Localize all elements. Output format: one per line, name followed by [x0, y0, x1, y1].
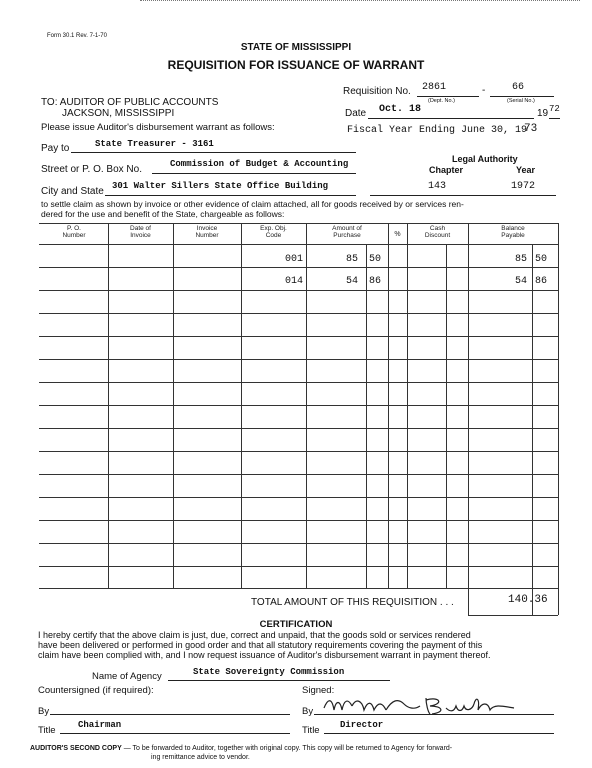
- row-line: [39, 267, 558, 268]
- left-by-label: By: [38, 706, 50, 717]
- header-bottom-border: [39, 244, 558, 245]
- col-header-cash-discount: Cash Discount: [424, 225, 451, 239]
- year-suffix: 72: [549, 104, 560, 114]
- cents-divider: [446, 244, 447, 588]
- dept-no-caption: (Dept. No.): [428, 98, 455, 104]
- amount-dollars-cell: 85: [346, 254, 359, 265]
- form-number: Form 30.1 Rev. 7-1-70: [47, 33, 107, 39]
- pay-to-label: Pay to: [41, 143, 70, 154]
- legal-chapter-label: Chapter: [429, 165, 464, 175]
- row-line: [39, 474, 558, 475]
- certification-line2: have been delivered or performed in good order and that all statutory requirements covering the payment of this: [38, 640, 483, 650]
- left-title-line: [60, 733, 290, 734]
- legal-year-label: Year: [516, 165, 536, 175]
- dash: -: [482, 85, 486, 96]
- footer-line1: [30, 745, 452, 752]
- exp-code-cell: 001: [285, 254, 304, 265]
- instruction-text: Please issue Auditor's disbursement warrant as follows:: [41, 122, 275, 133]
- year-prefix: 19: [537, 108, 549, 119]
- row-line: [39, 382, 558, 383]
- serial-no-line: [490, 96, 554, 97]
- settle-text-2: dered for the use and benefit of the State, chargeable as follows:: [41, 209, 285, 219]
- agency-line: [168, 680, 390, 681]
- cents-divider: [532, 244, 533, 615]
- legal-chapter-value: 143: [428, 181, 447, 192]
- fiscal-year-label: Fiscal Year Ending June 30, 19: [347, 125, 528, 136]
- right-title-line: [324, 733, 554, 734]
- serial-no-caption: (Serial No.): [507, 98, 535, 104]
- balance-cents-cell: 86: [535, 276, 548, 287]
- row-line: [39, 405, 558, 406]
- amount-dollars-cell: 54: [346, 276, 359, 287]
- row-line: [39, 359, 558, 360]
- amount-cents-cell: 50: [369, 254, 382, 265]
- legal-year-value: 1972: [511, 181, 536, 192]
- footer-line2: ing remittance advice to vendor.: [151, 754, 250, 761]
- date-line: [368, 118, 534, 119]
- signature-text: [0, 0, 1, 1]
- col-header-po: P. O. Number: [62, 225, 86, 239]
- certification-title: CERTIFICATION: [259, 619, 333, 630]
- table-right-border: [558, 223, 559, 615]
- col-header-exp-code: Exp. Obj. Code: [260, 225, 287, 239]
- exp-code-cell: 014: [285, 276, 304, 287]
- dept-number: 2861: [422, 82, 447, 93]
- right-by-label: By: [302, 706, 314, 717]
- row-line: [39, 313, 558, 314]
- row-line: [39, 428, 558, 429]
- row-line: [39, 290, 558, 291]
- row-line: [39, 451, 558, 452]
- cents-divider: [366, 244, 367, 588]
- col-header-amount: Amount of Purchase: [332, 225, 362, 239]
- footer-text1: — To be forwarded to Auditor, together with original copy. This copy will be returned to Agency for forward-: [121, 745, 453, 752]
- col-header-invoice: Invoice Number: [195, 225, 219, 239]
- left-by-line: [50, 714, 290, 715]
- city-line: [105, 195, 356, 196]
- year-line: [549, 118, 560, 119]
- row-line: [39, 497, 558, 498]
- col-header-balance: Balance Payable: [501, 225, 525, 239]
- state-title: STATE OF MISSISSIPPI: [240, 42, 352, 53]
- legal-authority-line: [370, 195, 556, 196]
- legal-authority-title: Legal Authority: [452, 154, 518, 164]
- total-box-bottom: [468, 615, 558, 616]
- table-body-bottom: [39, 588, 558, 589]
- total-label: TOTAL AMOUNT OF THIS REQUISITION . . .: [251, 597, 454, 608]
- col-header-date: Date of Invoice: [130, 225, 151, 239]
- table-top-border: [39, 223, 558, 224]
- city-value: 301 Walter Sillers State Office Building: [112, 181, 329, 191]
- street-value: Commission of Budget & Accounting: [170, 159, 349, 169]
- footer-copy-label: AUDITOR'S SECOND COPY: [30, 745, 122, 752]
- balance-dollars-cell: 85: [515, 254, 528, 265]
- date-label: Date: [345, 108, 367, 119]
- to-address-line1: TO: AUDITOR OF PUBLIC ACCOUNTS: [41, 97, 219, 108]
- row-line: [39, 566, 558, 567]
- fiscal-year-value: 73: [524, 123, 538, 135]
- certification-line1: I hereby certify that the above claim is just, due, correct and unpaid, that the goods sold or services rendered: [38, 630, 471, 640]
- row-line: [39, 336, 558, 337]
- signed-label: Signed:: [302, 685, 335, 696]
- pay-to-line: [71, 152, 356, 153]
- right-title-label: Title: [302, 725, 320, 736]
- pay-to-value: State Treasurer - 3161: [95, 139, 214, 149]
- top-edge-dots: [140, 0, 580, 1]
- certification-line3: claim have been complied with, and I now request issuance of Auditor's disbursement warrant in payment thereof.: [38, 650, 491, 660]
- agency-value: State Sovereignty Commission: [193, 667, 345, 677]
- right-title-value: Director: [340, 720, 384, 730]
- countersigned-label: Countersigned (if required):: [38, 685, 154, 696]
- date-value: Oct. 18: [379, 104, 422, 115]
- city-label: City and State: [41, 186, 104, 197]
- street-line: [152, 173, 356, 174]
- document-title: REQUISITION FOR ISSUANCE OF WARRANT: [167, 58, 425, 72]
- balance-cents-cell: 50: [535, 254, 548, 265]
- left-title-value: Chairman: [78, 720, 122, 730]
- balance-dollars-cell: 54: [515, 276, 528, 287]
- amount-cents-cell: 86: [369, 276, 382, 287]
- left-title-label: Title: [38, 725, 56, 736]
- to-address-line2: JACKSON, MISSISSIPPI: [62, 108, 175, 119]
- col-header-percent: %: [394, 231, 401, 238]
- dept-no-line: [417, 96, 479, 97]
- total-value: 140.36: [508, 594, 548, 606]
- requisition-label: Requisition No.: [343, 86, 411, 97]
- row-line: [39, 520, 558, 521]
- serial-number: 66: [512, 82, 525, 93]
- row-line: [39, 543, 558, 544]
- street-label: Street or P. O. Box No.: [41, 164, 142, 175]
- handwritten-signature: [322, 694, 522, 718]
- col-divider: [468, 223, 469, 615]
- settle-text-1: to settle claim as shown by invoice or other evidence of claim attached, all for goods received by or services ren-: [41, 199, 464, 209]
- agency-label: Name of Agency: [92, 671, 162, 682]
